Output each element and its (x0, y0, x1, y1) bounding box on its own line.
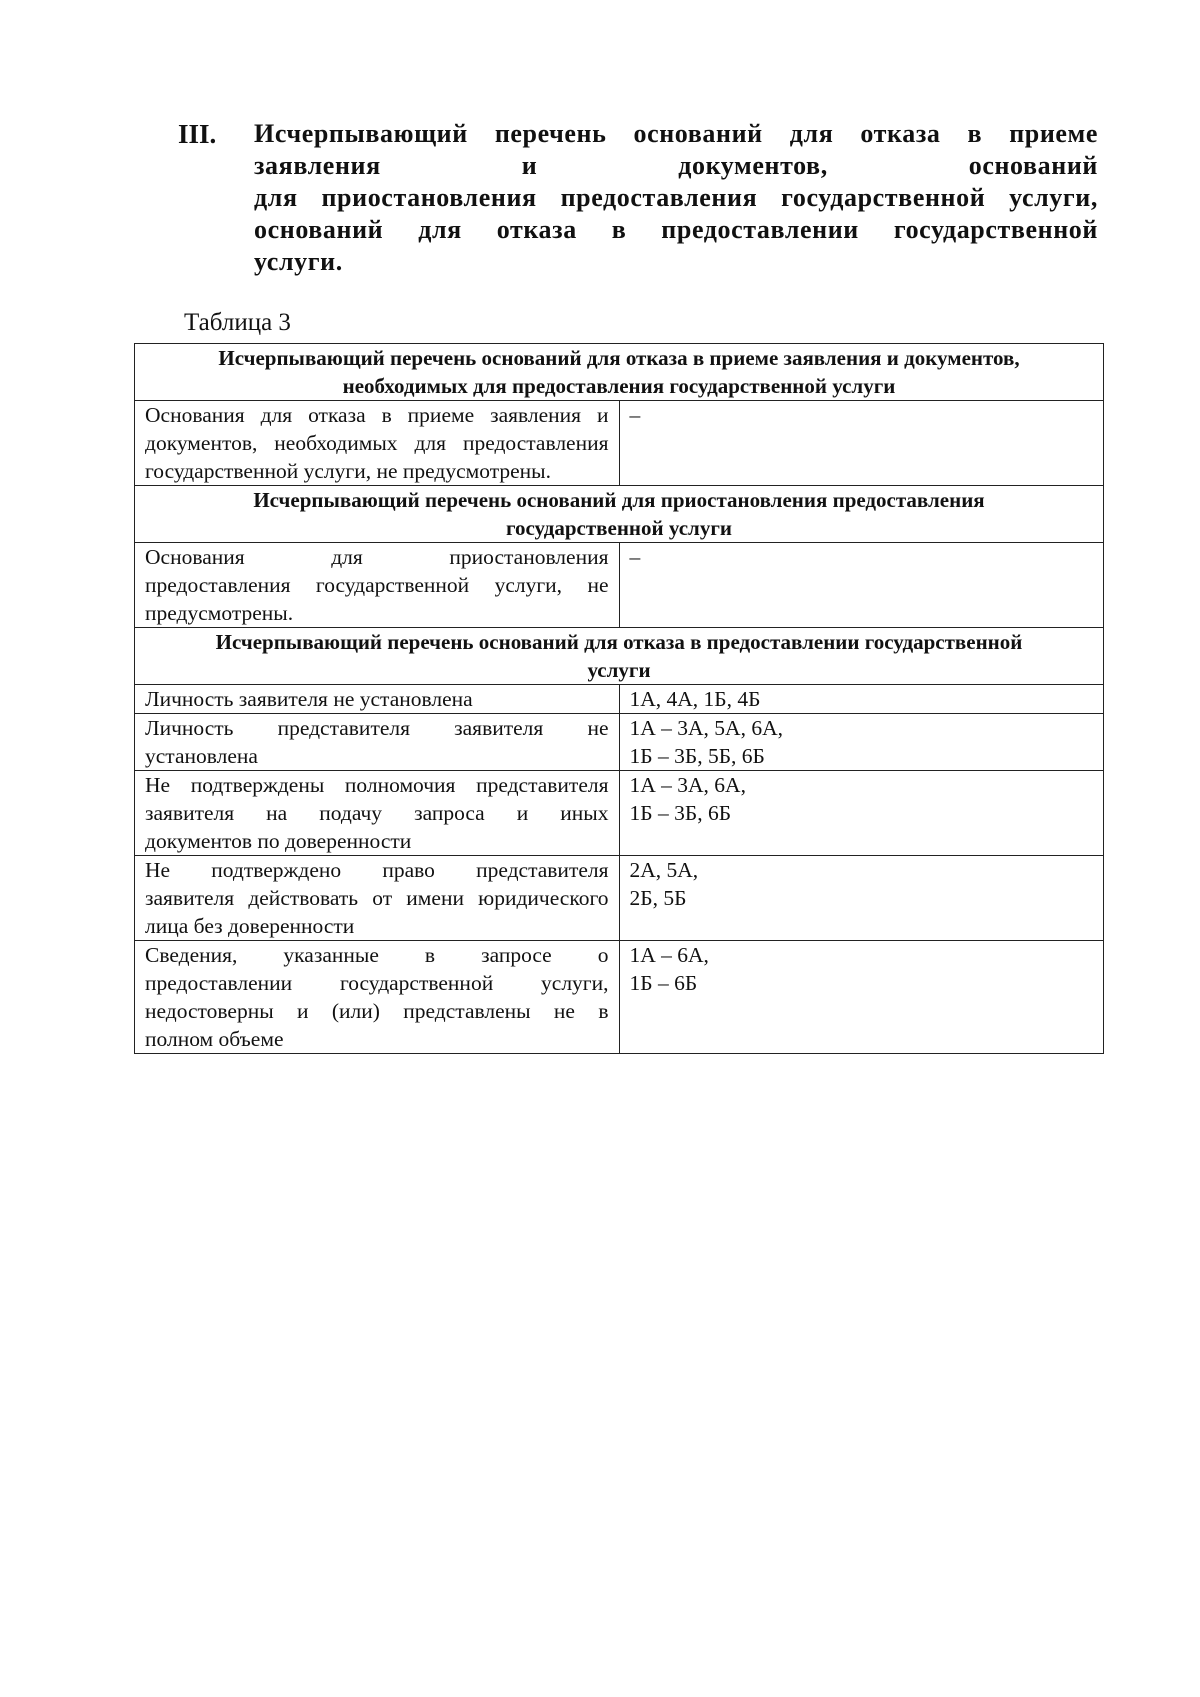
reason-line: предоставления государственной услуги, не (145, 573, 609, 597)
reason-line: заявителя на подачу запроса и иных (145, 801, 609, 825)
reason-line: Сведения, указанные в запросе о (145, 943, 609, 967)
section-title-line: услуги. (254, 247, 343, 276)
reason-line: полном объеме (145, 1027, 284, 1051)
section-title-line: оснований для отказа в предоставлении государственной (254, 215, 1098, 244)
value-line: 1Б – 6Б (629, 971, 698, 995)
value-line: 1Б – 3Б, 6Б (629, 801, 732, 825)
reason-line: Основания для приостановления (145, 545, 609, 569)
grounds-table (134, 343, 1104, 1054)
applicant-category-cell (619, 714, 1104, 771)
reason-line: Не подтверждено право представителя (145, 858, 609, 882)
reason-line: предусмотрены. (145, 601, 294, 625)
section-heading (178, 118, 1098, 278)
reason-line: документов, необходимых для предоставления (145, 431, 609, 455)
value-line: – (629, 403, 641, 427)
section-number: III. (178, 119, 217, 149)
applicant-category-cell (619, 543, 1104, 628)
reason-cell (135, 714, 620, 771)
applicant-category-cell (619, 771, 1104, 856)
section-title-line: для приостановления предоставления государственной услуги, (254, 183, 1098, 212)
section-title-line: Исчерпывающий перечень оснований для отказа в предоставлении государственной (215, 630, 1023, 654)
table-section-header (135, 486, 1104, 543)
value-line: 2А, 5А, (629, 858, 699, 882)
section-2-title (135, 486, 1104, 543)
table-row (135, 856, 1104, 941)
section-title-line: заявления и документов, оснований (254, 151, 1098, 180)
applicant-category-cell (619, 401, 1104, 486)
table-row (135, 771, 1104, 856)
section-title-line: государственной услуги (506, 516, 732, 540)
table-row (135, 941, 1104, 1054)
reason-line: заявителя действовать от имени юридического (145, 886, 609, 910)
reason-line: установлена (145, 744, 258, 768)
reason-cell (135, 685, 620, 714)
value-line: 1А, 4А, 1Б, 4Б (629, 687, 761, 711)
reason-line: документов по доверенности (145, 829, 412, 853)
section-3-title (135, 628, 1104, 685)
reason-cell (135, 856, 620, 941)
section-title-line: услуги (587, 658, 651, 682)
reason-cell (135, 941, 620, 1054)
section-title-line: Исчерпывающий перечень оснований для отказа в приеме (254, 119, 1098, 148)
value-line: 1А – 3А, 6А, (629, 773, 746, 797)
value-line: – (629, 545, 641, 569)
reason-line: Личность представителя заявителя не (145, 716, 609, 740)
value-line: 1Б – 3Б, 5Б, 6Б (629, 744, 765, 768)
table-row (135, 401, 1104, 486)
value-line: 2Б, 5Б (629, 886, 687, 910)
reason-cell (135, 401, 620, 486)
value-line: 1А – 6А, (629, 943, 709, 967)
table-section-header (135, 344, 1104, 401)
reason-line: Личность заявителя не установлена (145, 687, 473, 711)
reason-line: Основания для отказа в приеме заявления и (145, 403, 609, 427)
table-row (135, 543, 1104, 628)
reason-line: предоставлении государственной услуги, (145, 971, 609, 995)
section-title (254, 118, 1098, 278)
table-row (135, 714, 1104, 771)
value-line: 1А – 3А, 5А, 6А, (629, 716, 783, 740)
section-title-line: Исчерпывающий перечень оснований для приостановления предоставления (253, 488, 985, 512)
reason-line: недостоверны и (или) представлены не в (145, 999, 609, 1023)
table-caption: Таблица 3 (184, 309, 291, 336)
table-section-header (135, 628, 1104, 685)
applicant-category-cell (619, 941, 1104, 1054)
section-1-title (135, 344, 1104, 401)
section-title-line: Исчерпывающий перечень оснований для отказа в приеме заявления и документов, (218, 346, 1020, 370)
table-row (135, 685, 1104, 714)
applicant-category-cell (619, 685, 1104, 714)
reason-line: лица без доверенности (145, 914, 355, 938)
reason-cell (135, 771, 620, 856)
applicant-category-cell (619, 856, 1104, 941)
reason-line: государственной услуги, не предусмотрены. (145, 459, 551, 483)
reason-line: Не подтверждены полномочия представителя (145, 773, 609, 797)
reason-cell (135, 543, 620, 628)
section-title-line: необходимых для предоставления государственной услуги (342, 374, 896, 398)
